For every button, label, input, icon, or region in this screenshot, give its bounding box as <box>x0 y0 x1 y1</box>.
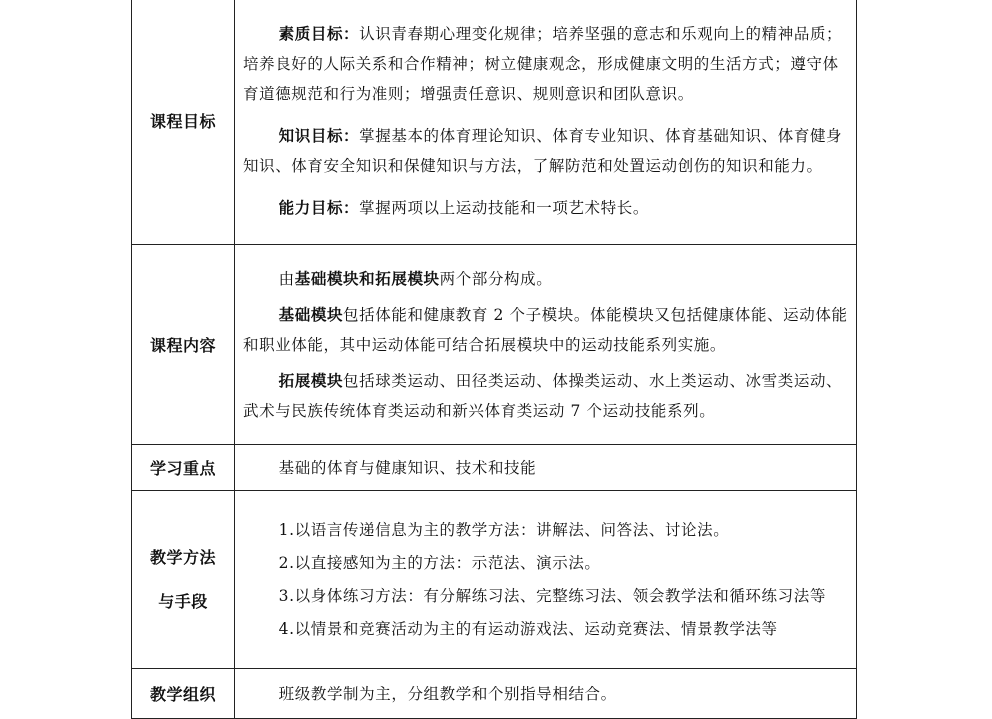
row-label-organization <box>132 669 235 719</box>
row-label-methods <box>132 491 235 669</box>
content-intro-bold: 基础模块和拓展模块 <box>294 269 440 288</box>
ability-goal-title: 能力目标： <box>278 198 360 217</box>
table-row-goals <box>132 0 857 245</box>
table-row-methods <box>132 491 857 669</box>
method-item: 4.以情景和竞赛活动为主的有运动游戏法、运动竞赛法、情景教学法等 <box>278 620 778 638</box>
basic-module-title: 基础模块 <box>278 305 344 324</box>
quality-goal-title: 素质目标： <box>278 24 360 43</box>
method-item: 2.以直接感知为主的方法：示范法、演示法。 <box>278 554 601 572</box>
row-label-methods-line1: 教学方法 <box>149 547 216 567</box>
knowledge-goal-paragraph <box>243 121 854 181</box>
basic-module-text: 包括体能和健康教育 2 个子模块。体能模块又包括健康体能、运动体能和职业体能，其中运动体能可结合拓展模块中的运动技能系列实施。 <box>243 305 848 354</box>
goals-content <box>235 0 857 245</box>
content-intro-suffix: 两个部分构成。 <box>439 269 553 288</box>
focus-content <box>235 445 857 491</box>
content-content <box>235 245 857 445</box>
method-item: 1.以语言传递信息为主的教学方法：讲解法、问答法、讨论法。 <box>278 521 730 539</box>
ability-goal-text: 掌握两项以上运动技能和一项艺术特长。 <box>359 198 649 217</box>
methods-content <box>235 491 857 669</box>
ability-goal-paragraph <box>243 193 854 223</box>
method-item: 3.以身体练习方法：有分解练习法、完整练习法、领会教学法和循环练习法等 <box>278 587 826 605</box>
row-label-focus-text: 学习重点 <box>149 459 216 478</box>
quality-goal-paragraph <box>243 19 854 109</box>
row-label-goals-text: 课程目标 <box>149 112 216 131</box>
table-row-focus <box>132 445 857 491</box>
row-label-content-text: 课程内容 <box>149 336 216 355</box>
organization-text: 班级教学制为主，分组教学和个别指导相结合。 <box>278 684 617 703</box>
focus-text: 基础的体育与健康知识、技术和技能 <box>278 458 537 477</box>
table-row-content <box>132 245 857 445</box>
table-row-organization <box>132 669 857 719</box>
content-intro-paragraph <box>243 264 854 294</box>
knowledge-goal-text: 掌握基本的体育理论知识、体育专业知识、体育基础知识、体育健身知识、体育安全知识和保健知识与方法，了解防范和处置运动创伤的知识和能力。 <box>243 126 843 175</box>
course-info-table <box>131 0 857 719</box>
knowledge-goal-title: 知识目标： <box>278 126 360 145</box>
row-label-methods-line2: 与手段 <box>158 591 208 611</box>
row-label-organization-text: 教学组织 <box>149 685 216 704</box>
ext-module-text: 包括球类运动、田径类运动、体操类运动、水上类运动、冰雪类运动、武术与民族传统体育类运动和新兴体育类运动 7 个运动技能系列。 <box>243 371 843 420</box>
basic-module-paragraph <box>243 300 854 360</box>
ext-module-title: 拓展模块 <box>278 371 344 390</box>
quality-goal-text: 认识青春期心理变化规律；培养坚强的意志和乐观向上的精神品质；培养良好的人际关系和合作精神；树立健康观念，形成健康文明的生活方式；遵守体育道德规范和行为准则；增强责任意识、规则意识和团队意识。 <box>243 24 843 103</box>
organization-content <box>235 669 857 719</box>
row-label-focus <box>132 445 235 491</box>
row-label-content <box>132 245 235 445</box>
content-intro-prefix: 由 <box>278 269 295 288</box>
ext-module-paragraph <box>243 366 854 426</box>
row-label-goals <box>132 0 235 245</box>
